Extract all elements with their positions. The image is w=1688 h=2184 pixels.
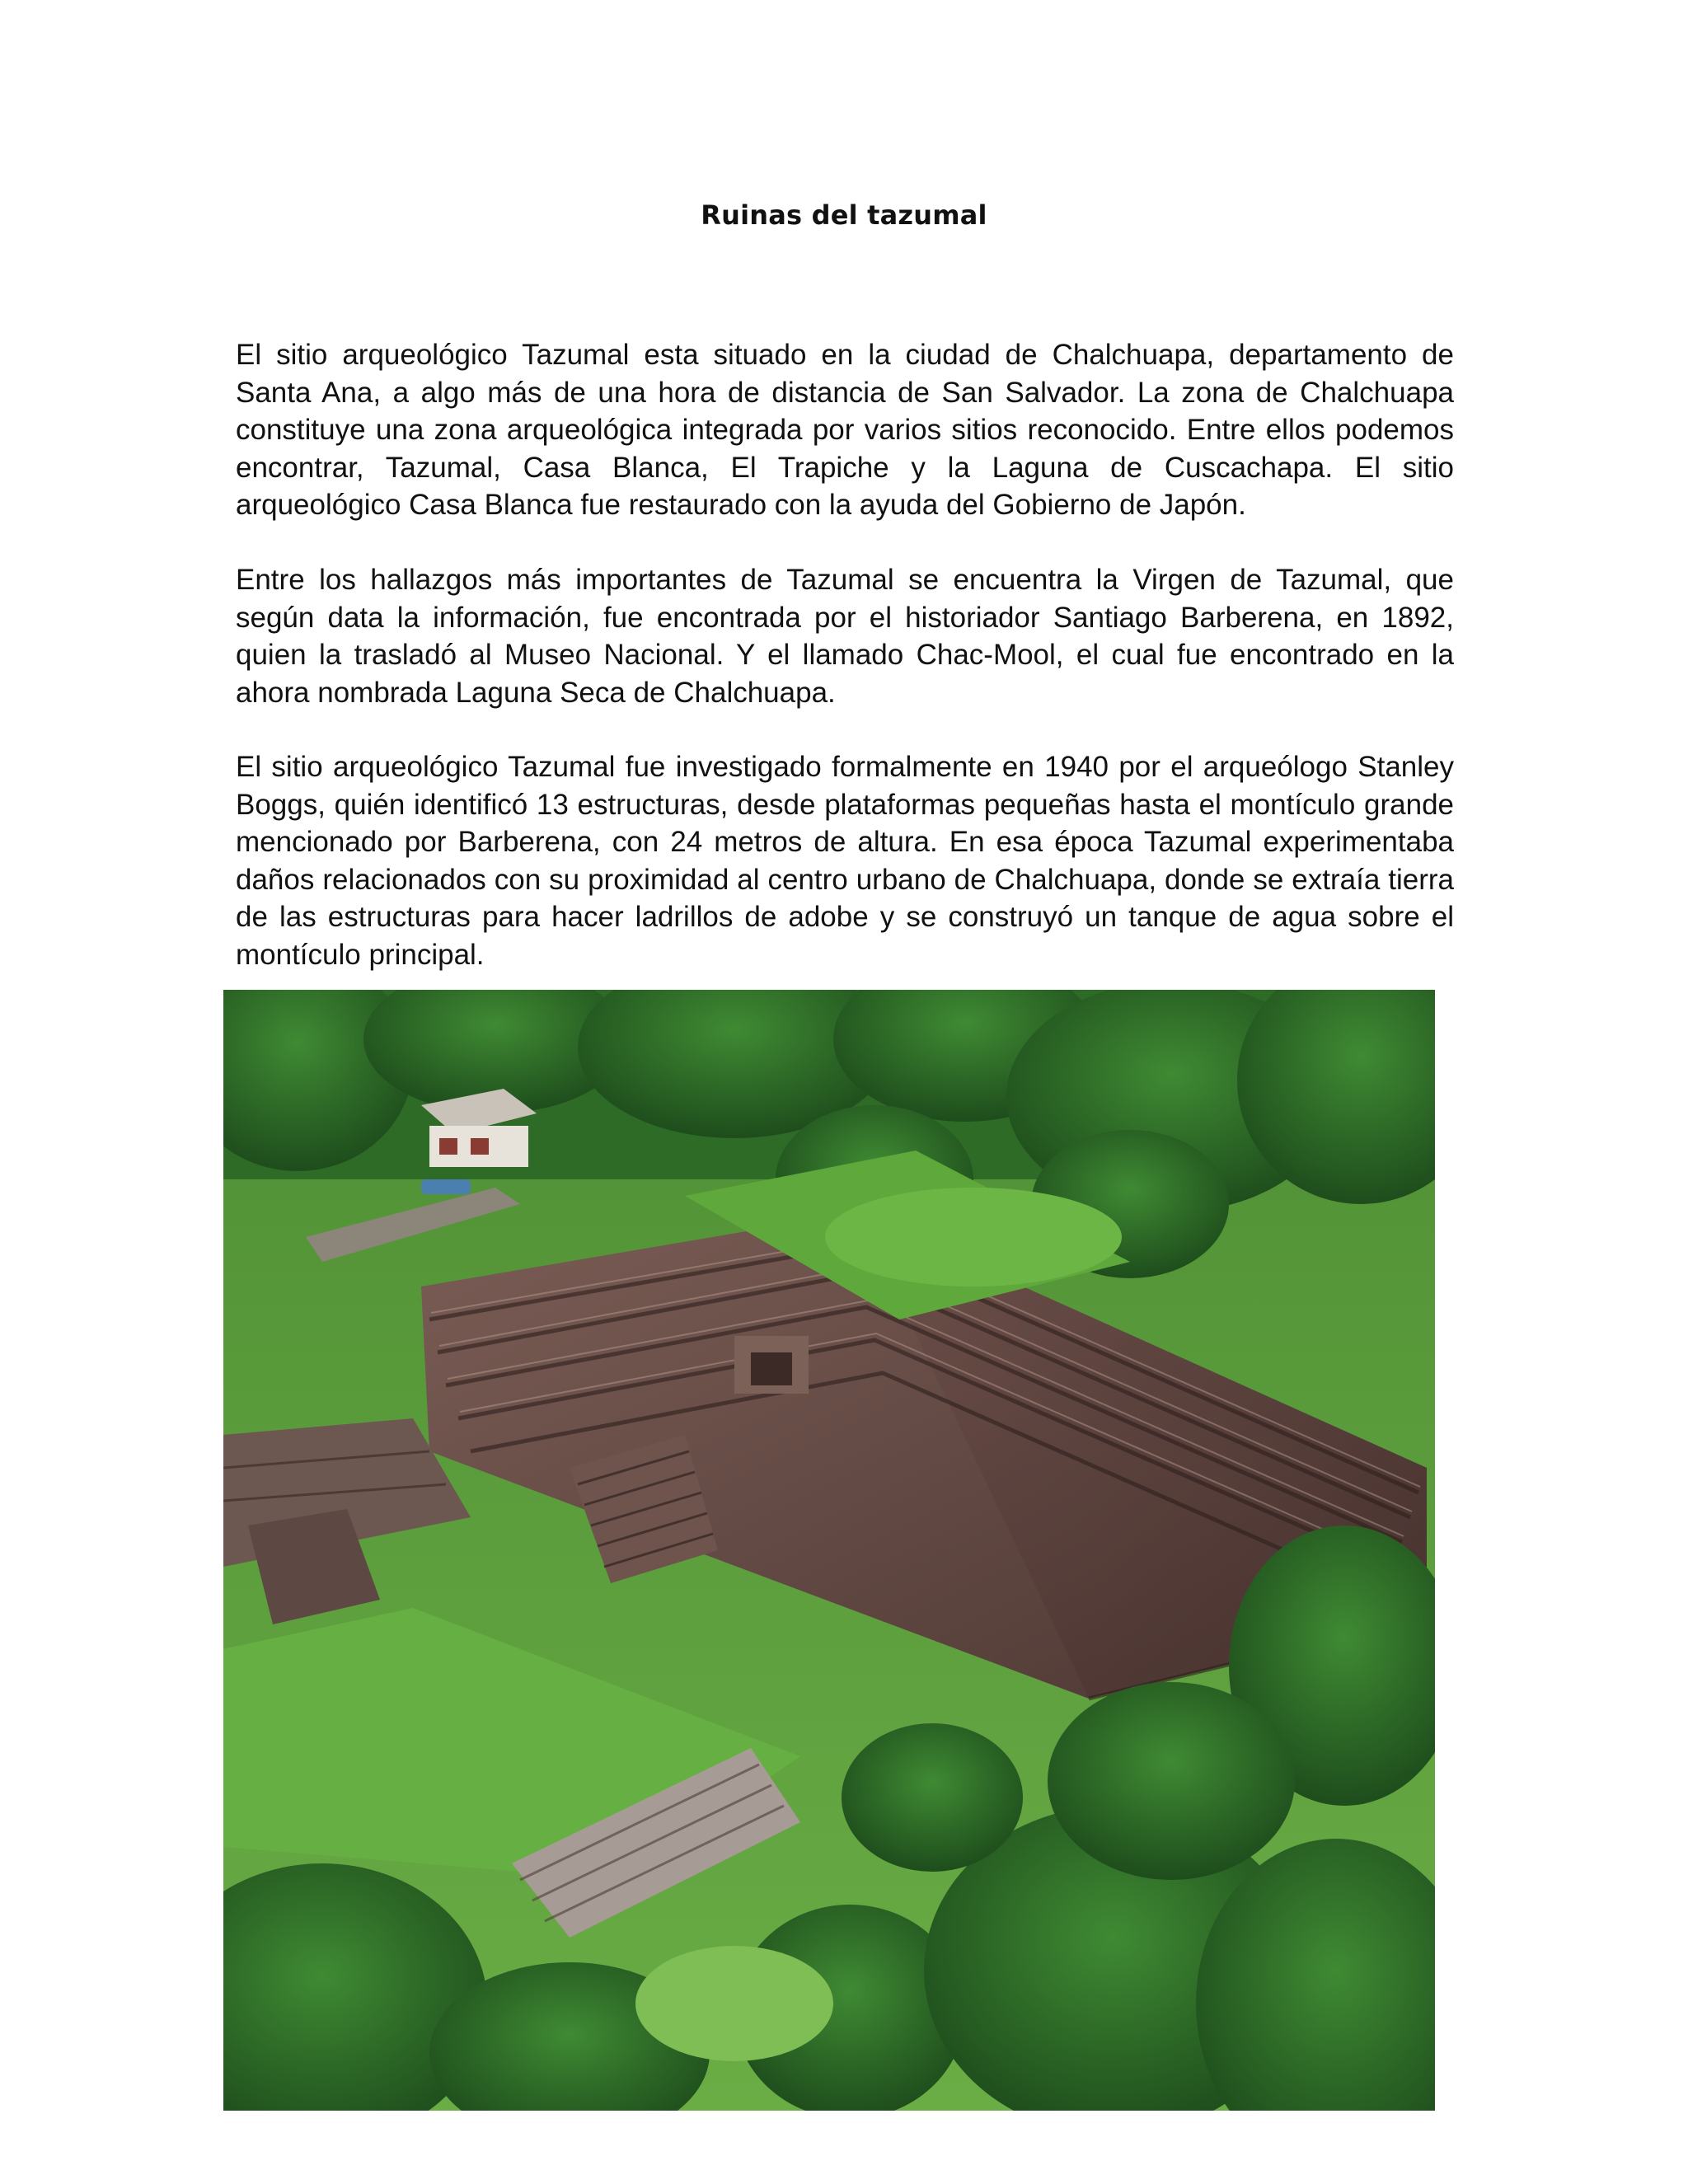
document-title: Ruinas del tazumal	[701, 199, 987, 231]
paragraph-findings: Entre los hallazgos más importantes de Tazumal se encuentra la Virgen de Tazumal, que según data la información, fue encontrada por el historiador Santiago Barberena, en 1892, quien la trasladó al Museo Nacional. Y el llamado Chac-Mool, el cual fue encontrado en la ahora nombrada Laguna Seca de Chalchuapa.	[236, 564, 1454, 709]
tazumal-pyramid-photo	[223, 990, 1435, 2111]
paragraph-research-history: El sitio arqueológico Tazumal fue investigado formalmente en 1940 por el arqueólogo Stanley Boggs, quién identificó 13 estructuras, desde plataformas pequeñas hasta el montículo grande mencionado por Barberena, con 24 metros de altura. En esa época Tazumal experimentaba daños relacionados con su proximidad al centro urbano de Chalchuapa, donde se extraía tierra de las estructuras para hacer ladrillos de adobe y se construyó un tanque de agua sobre el montículo principal.	[236, 751, 1454, 971]
paragraph-location: El sitio arqueológico Tazumal esta situado en la ciudad de Chalchuapa, departamento de Santa Ana, a algo más de una hora de distancia de San Salvador. La zona de Chalchuapa constituye una zona arqueológica integrada por varios sitios reconocido. Entre ellos podemos encontrar, Tazumal, Casa Blanca, El Trapiche y la Laguna de Cuscachapa. El sitio arqueológico Casa Blanca fue restaurado con la ayuda del Gobierno de Japón.	[236, 339, 1454, 521]
